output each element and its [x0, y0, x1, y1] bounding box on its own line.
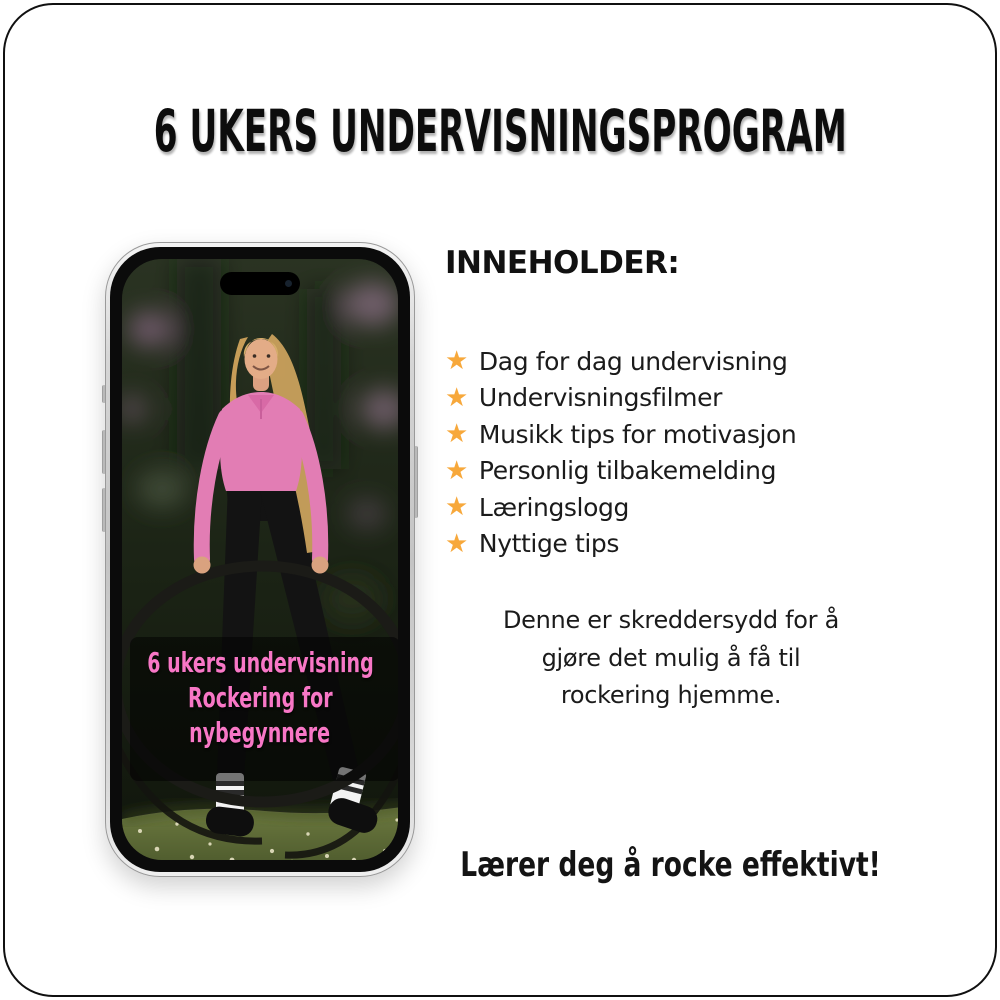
tagline-text: Lærer deg å rocke effektivt!	[460, 845, 882, 885]
star-icon	[445, 348, 468, 374]
paragraph-line: Denne er skreddersydd for å	[503, 606, 839, 634]
page-title-text: 6 UKERS UNDERVISNINGSPROGRAM	[153, 97, 847, 165]
star-icon	[445, 421, 468, 447]
page-title	[5, 97, 995, 165]
star-icon	[445, 385, 468, 411]
star-icon	[445, 458, 468, 484]
list-item	[445, 489, 897, 526]
feature-label: Undervisningsfilmer	[478, 383, 722, 413]
feature-label: Musikk tips for motivasjon	[478, 419, 797, 449]
features-list	[445, 343, 897, 562]
feature-label: Læringslogg	[478, 492, 629, 522]
list-item	[445, 343, 897, 380]
phone-caption-line: nybegynnere	[189, 716, 331, 749]
dynamic-island	[220, 272, 300, 295]
list-item	[445, 526, 897, 563]
phone-mockup	[105, 242, 415, 877]
feature-label: Personlig tilbakemelding	[478, 456, 777, 486]
phone-screen	[122, 259, 398, 860]
phone-caption-line: 6 ukers undervisning	[146, 646, 374, 679]
list-item	[445, 380, 897, 417]
phone-bezel	[110, 247, 410, 872]
phone-photo-illustration	[122, 259, 398, 860]
description-paragraph	[445, 602, 897, 715]
tagline	[445, 845, 897, 885]
phone-frame	[105, 242, 415, 877]
phone-caption-line: Rockering for	[187, 681, 333, 714]
star-icon	[445, 494, 468, 520]
list-item	[445, 416, 897, 453]
paragraph-line: rockering hjemme.	[560, 681, 782, 709]
phone-caption	[122, 645, 398, 750]
list-item	[445, 453, 897, 490]
feature-label: Nyttige tips	[478, 529, 620, 559]
paragraph-line: gjøre det mulig å få til	[541, 643, 801, 672]
flyer-card	[3, 3, 997, 997]
feature-label: Dag for dag undervisning	[478, 346, 788, 376]
content-column	[445, 245, 897, 885]
contents-heading: INNEHOLDER:	[445, 245, 680, 281]
star-icon	[445, 531, 468, 557]
